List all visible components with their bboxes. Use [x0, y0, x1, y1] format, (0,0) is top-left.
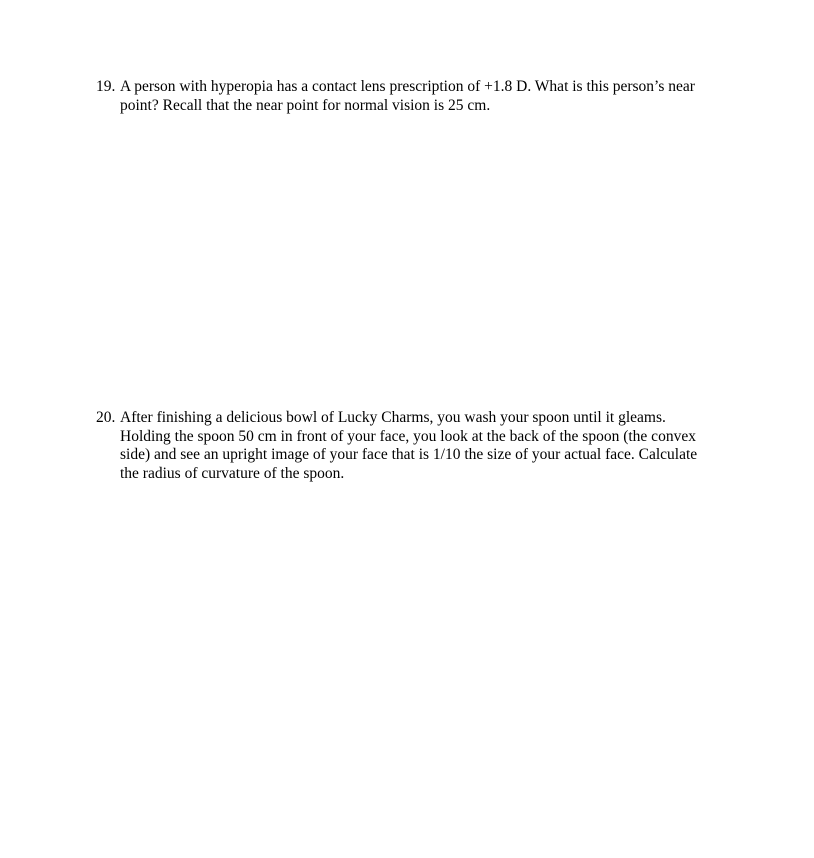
- question-line: Holding the spoon 50 cm in front of your face, you look at the back of the spoon (the convex: [120, 427, 696, 445]
- question-number: 19.: [96, 78, 116, 95]
- question-20: [96, 409, 736, 483]
- question-text: [120, 78, 736, 115]
- question-text: [120, 409, 736, 483]
- question-line: side) and see an upright image of your face that is 1/10 the size of your actual face. Calculate: [120, 446, 698, 463]
- question-line: After finishing a delicious bowl of Lucky Charms, you wash your spoon until it gleams.: [120, 409, 666, 426]
- question-line: point? Recall that the near point for normal vision is 25 cm.: [120, 96, 491, 114]
- question-number: 20.: [96, 409, 116, 426]
- question-line: A person with hyperopia has a contact lens prescription of +1.8 D. What is this person’s near: [120, 78, 695, 95]
- question-19: [96, 78, 736, 115]
- question-line: the radius of curvature of the spoon.: [120, 464, 345, 482]
